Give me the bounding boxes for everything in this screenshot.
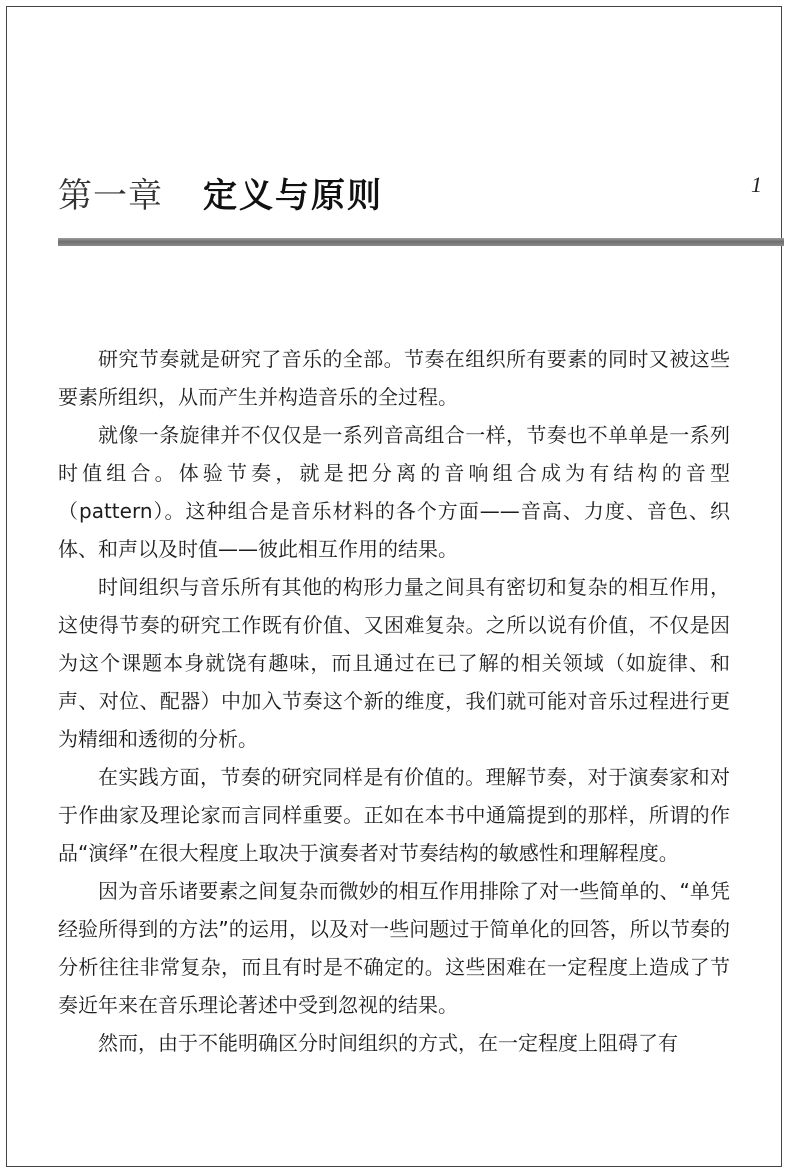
page-number: 1 — [751, 172, 762, 197]
paragraph: 就像一条旋律并不仅仅是一系列音高组合一样，节奏也不单单是一系列时值组合。体验节奏，就是把分离的音响组合成为有结构的音型（pattern）。这种组合是音乐材料的各个方面——音高、力度、音色、织体、和声以及时值——彼此相互作用的结果。 — [58, 423, 730, 561]
paragraph: 在实践方面，节奏的研究同样是有价值的。理解节奏，对于演奏家和对于作曲家及理论家而言同样重要。正如在本书中通篇提到的那样，所谓的作品“演绎”在很大程度上取决于演奏者对节奏结构的敏感性和理解程度。 — [58, 765, 730, 865]
chapter-heading — [58, 168, 383, 217]
paragraph: 研究节奏就是研究了音乐的全部。节奏在组织所有要素的同时又被这些要素所组织，从而产生并构造音乐的全过程。 — [58, 347, 730, 409]
paragraph: 因为音乐诸要素之间复杂而微妙的相互作用排除了对一些简单的、“单凭经验所得到的方法”的运用，以及对一些问题过于简单化的回答，所以节奏的分析往往非常复杂，而且有时是不确定的。这些困难在一定程度上造成了节奏近年来在音乐理论著述中受到忽视的结果。 — [58, 879, 730, 1017]
chapter-label: 第一章 — [58, 176, 163, 216]
paragraph: 然而，由于不能明确区分时间组织的方式，在一定程度上阻碍了有 — [98, 1031, 678, 1055]
chapter-title: 定义与原则 — [203, 176, 383, 216]
body-text — [58, 340, 730, 1062]
paragraph: 时间组织与音乐所有其他的构形力量之间具有密切和复杂的相互作用，这使得节奏的研究工作既有价值、又困难复杂。之所以说有价值，不仅是因为这个课题本身就饶有趣味，而且通过在已了解的相关领域（如旋律、和声、对位、配器）中加入节奏这个新的维度，我们就可能对音乐过程进行更为精细和透彻的分析。 — [58, 575, 730, 751]
heading-rule — [58, 238, 784, 246]
